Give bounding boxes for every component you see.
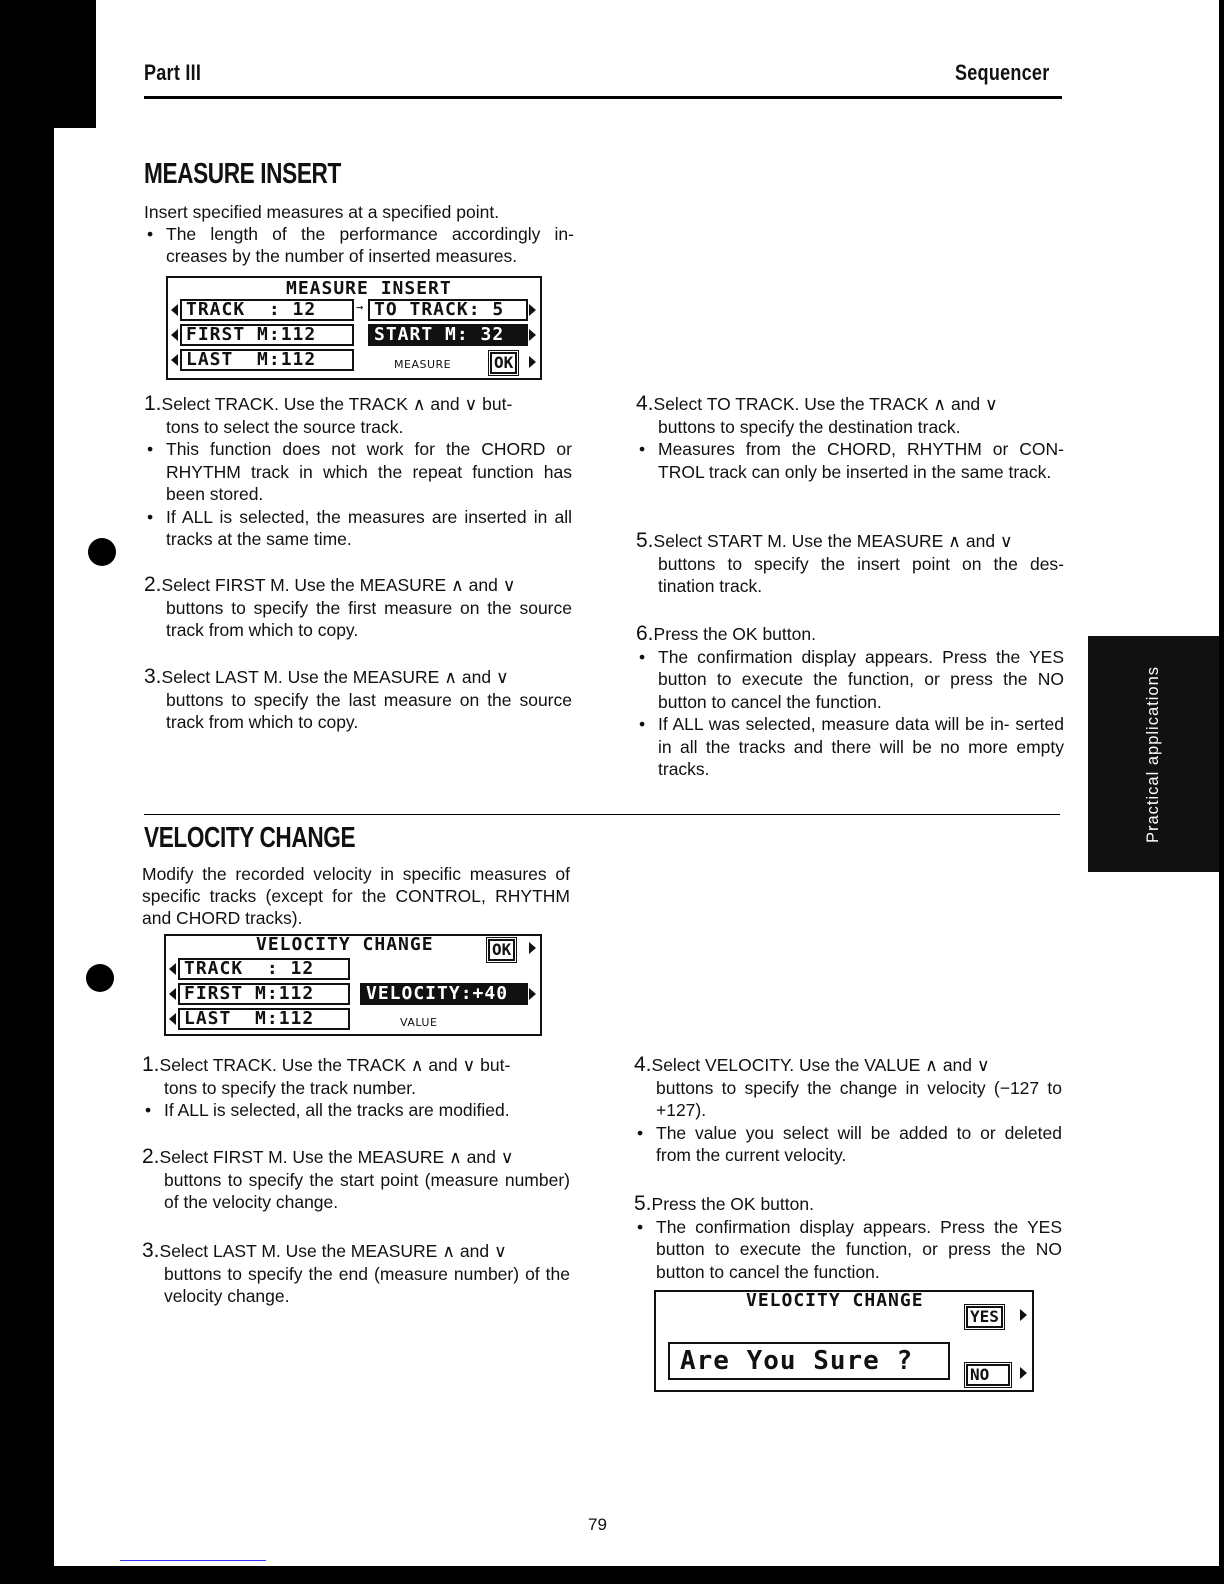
- velocity-change-intro: Modify the recorded velocity in specific measures of specific tracks (except for the CONTROL, RHYTHM and CHORD tracks).: [142, 864, 570, 928]
- step-text: buttons to specify the end (measure number) of the velocity change.: [164, 1263, 570, 1306]
- step-number: 4.: [636, 392, 654, 415]
- are-you-sure-message: Are You Sure ?: [668, 1342, 950, 1380]
- margin-dot: [86, 964, 114, 992]
- mi-step-6: [636, 623, 1064, 781]
- step-bullet: • If ALL is selected, the measures are inserted in all tracks at the same time.: [144, 506, 572, 551]
- left-arrow-icon: [171, 304, 178, 316]
- step-bullet: • The value you select will be added to or deleted from the current velocity.: [634, 1122, 1062, 1167]
- mi-step-5: [636, 530, 1064, 598]
- last-m-field[interactable]: LAST M:112: [180, 349, 354, 371]
- step-number: 1.: [142, 1053, 160, 1076]
- first-m-field[interactable]: FIRST M:112: [180, 324, 354, 346]
- confirm-lcd: [654, 1290, 1034, 1392]
- margin-dot: [88, 538, 116, 566]
- step-text: tons to specify the track number.: [164, 1077, 416, 1098]
- last-m-field[interactable]: LAST M:112: [178, 1008, 350, 1030]
- step-number: 1.: [144, 392, 162, 415]
- step-bullet: • If ALL is selected, all the tracks are modified.: [142, 1099, 570, 1122]
- section-divider: [144, 814, 1060, 815]
- step-text: buttons to specify the change in velocity (−127 to +127).: [656, 1077, 1062, 1120]
- step-bullet: • This function does not work for the CHORD or RHYTHM track in which the repeat function has been stored.: [144, 438, 572, 506]
- right-arrow-icon: [529, 356, 536, 368]
- step-text: buttons to specify the insert point on the des- tination track.: [658, 553, 1064, 596]
- mi-step-3: [144, 666, 572, 734]
- lcd-title: VELOCITY CHANGE: [746, 1290, 924, 1311]
- track-field[interactable]: TRACK : 12: [178, 958, 350, 980]
- step-first-line: Press the OK button.: [653, 624, 816, 644]
- step-text: tons to select the source track.: [166, 416, 404, 437]
- step-number: 3.: [142, 1239, 160, 1262]
- step-bullet: • If ALL was selected, measure data will be in- serted in all the tracks and there will be no more empty tracks.: [636, 713, 1064, 781]
- page-number: 79: [588, 1515, 607, 1534]
- header-rule: [144, 96, 1062, 99]
- header-chapter: Sequencer: [955, 60, 1050, 85]
- track-field[interactable]: TRACK : 12: [180, 299, 354, 321]
- step-first-line: Select TRACK. Use the TRACK ∧ and ∨ but-: [159, 1055, 511, 1075]
- step-first-line: Select VELOCITY. Use the VALUE ∧ and ∨: [651, 1055, 990, 1075]
- step-first-line: Select TRACK. Use the TRACK ∧ and ∨ but-: [161, 394, 513, 414]
- measure-label: MEASURE: [394, 358, 452, 371]
- intro-text: Insert specified measures at a specified point.: [144, 202, 500, 222]
- right-arrow-icon: [529, 942, 536, 954]
- step-first-line: Select LAST M. Use the MEASURE ∧ and ∨: [161, 667, 509, 687]
- vc-step-5: [634, 1193, 1062, 1283]
- lcd-title: VELOCITY CHANGE: [256, 934, 434, 955]
- velocity-change-lcd: [164, 934, 542, 1036]
- vc-step-4: [634, 1054, 1062, 1167]
- measure-insert-intro: [144, 201, 574, 267]
- step-first-line: Press the OK button.: [651, 1194, 814, 1214]
- intro-bullet: • The length of the performance accordingly in- creases by the number of inserted measures.: [144, 223, 574, 267]
- step-number: 3.: [144, 665, 162, 688]
- lcd-title: MEASURE INSERT: [286, 278, 452, 299]
- step-first-line: Select FIRST M. Use the MEASURE ∧ and ∨: [159, 1147, 514, 1167]
- scan-border-left: [0, 0, 54, 1584]
- vc-step-2: [142, 1146, 570, 1214]
- ok-button[interactable]: OK: [490, 352, 517, 374]
- side-tab-label-wrap: [1088, 636, 1219, 872]
- scan-border-notch: [54, 0, 96, 128]
- right-arrow-icon: [529, 988, 536, 1000]
- no-button[interactable]: NO: [966, 1364, 1010, 1386]
- step-first-line: Select FIRST M. Use the MEASURE ∧ and ∨: [161, 575, 516, 595]
- step-bullet: • Measures from the CHORD, RHYTHM or CON- TROL track can only be inserted in the same track.: [636, 438, 1064, 483]
- right-arrow-icon: [1020, 1309, 1027, 1321]
- measure-insert-title: MEASURE INSERT: [144, 158, 341, 190]
- header-part: Part III: [144, 60, 202, 85]
- yes-button[interactable]: YES: [966, 1306, 1003, 1328]
- step-number: 4.: [634, 1053, 652, 1076]
- step-text: buttons to specify the last measure on the source track from which to copy.: [166, 689, 572, 732]
- velocity-field[interactable]: VELOCITY:+40: [360, 983, 528, 1005]
- scan-border-right: [1219, 0, 1224, 1584]
- left-arrow-icon: [169, 963, 176, 975]
- first-m-field[interactable]: FIRST M:112: [178, 983, 350, 1005]
- step-first-line: Select TO TRACK. Use the TRACK ∧ and ∨: [653, 394, 998, 414]
- scan-border-bottom: [0, 1566, 1224, 1584]
- left-arrow-icon: [169, 1013, 176, 1025]
- step-text: buttons to specify the destination track.: [658, 416, 961, 437]
- measure-insert-lcd: [166, 276, 542, 380]
- step-bullet: • The confirmation display appears. Press the YES button to execute the function, or press the NO button to cancel the function.: [636, 646, 1064, 714]
- step-number: 6.: [636, 622, 654, 645]
- step-first-line: Select START M. Use the MEASURE ∧ and ∨: [653, 531, 1013, 551]
- step-number: 2.: [144, 573, 162, 596]
- step-number: 5.: [636, 529, 654, 552]
- scan-artifact-line: [120, 1560, 266, 1561]
- right-arrow-icon: [529, 329, 536, 341]
- step-number: 2.: [142, 1145, 160, 1168]
- step-number: 5.: [634, 1192, 652, 1215]
- mi-step-4: [636, 393, 1064, 483]
- mi-step-2: [144, 574, 572, 642]
- right-arrow-icon: [1020, 1367, 1027, 1379]
- step-first-line: Select LAST M. Use the MEASURE ∧ and ∨: [159, 1241, 507, 1261]
- mi-step-1: [144, 393, 572, 551]
- left-arrow-icon: [169, 988, 176, 1000]
- value-label: VALUE: [400, 1016, 438, 1029]
- left-arrow-icon: [171, 329, 178, 341]
- start-m-field[interactable]: START M: 32: [368, 324, 528, 346]
- vc-step-3: [142, 1240, 570, 1308]
- left-arrow-icon: [171, 354, 178, 366]
- side-tab-label: Practical applications: [1144, 665, 1162, 843]
- ok-button[interactable]: OK: [488, 939, 515, 961]
- step-text: buttons to specify the first measure on the source track from which to copy.: [166, 597, 572, 640]
- step-bullet: • The confirmation display appears. Press the YES button to execute the function, or press the NO button to cancel the function.: [634, 1216, 1062, 1284]
- arrow-right-icon: →: [356, 300, 364, 314]
- vc-step-1: [142, 1054, 570, 1122]
- right-arrow-icon: [529, 304, 536, 316]
- step-text: buttons to specify the start point (measure number) of the velocity change.: [164, 1169, 570, 1212]
- to-track-field[interactable]: TO TRACK: 5: [368, 299, 528, 321]
- velocity-change-title: VELOCITY CHANGE: [144, 822, 356, 854]
